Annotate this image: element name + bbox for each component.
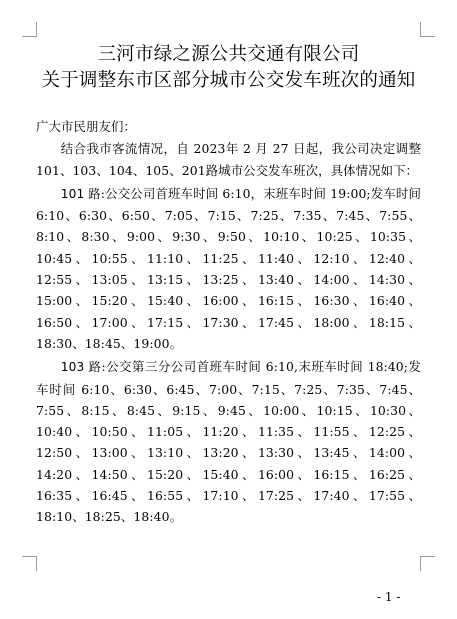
page-corner-mark-bottom-right: [420, 556, 435, 571]
route-103-paragraph: [36, 356, 421, 527]
document-body: [36, 116, 421, 528]
page-corner-mark-top-left: [22, 22, 37, 37]
document-page: [36, 42, 421, 528]
page-corner-mark-top-right: [420, 22, 435, 37]
intro-paragraph: 结合我市客流情况，自 2023年 2 月 27 日起，我公司决定调整 101、103、104、105、201路城市公交发车班次，具体情况如下：: [36, 141, 421, 178]
route-101-paragraph: [36, 183, 421, 354]
route-101-name: 101 路: [60, 186, 101, 201]
page-number: - 1 -: [377, 590, 401, 604]
title-line-company: 三河市绿之源公共交通有限公司: [97, 44, 360, 65]
title-line-subject: 关于调整东市区部分城市公交发车班次的通知: [41, 70, 416, 91]
route-101-schedule: :公交公司首班车时间 6:10，末班车时间 19:00;发车时间 6:10、6:30、6:50、7:05、7:15、7:25、7:35、7:45、7:55、8:10、8:30、9:00、9:30、9:50、10:10、10:25、10:35、10:45、10:55、11:10、11:25、11:40、12:10、12:40、12:55、13:05、13:15、13:25、13:40、14:00、14:30、15:00、15:20、15:40、16:00、16:15、16:30、16:40、16:50、17:00、17:15、17:30、17:45、18:00、18:15、18:30、18:45、19:00。: [36, 185, 421, 351]
document-title: [36, 42, 421, 94]
route-103-name: 103 路: [60, 360, 102, 375]
page-corner-mark-bottom-left: [22, 556, 37, 571]
salutation: 广大市民朋友们：: [36, 119, 136, 134]
route-103-schedule: :公交第三分公司首班车时间 6:10,末班车时间 18:40;发车时间 6:10、6:30、6:45、7:00、7:15、7:25、7:35、7:45、7:55、8:15、8:45、9:15、9:45、10:00、10:15、10:30、10:40、10:50、11:05、11:20、11:35、11:55、12:25、12:50、13:00、13:10、13:20、13:30、13:45、14:00、14:20、14:50、15:20、15:40、16:00、16:15、16:25、16:35、16:45、16:55、17:10、17:25、17:40、17:55、18:10、18:25、18:40。: [36, 359, 421, 525]
